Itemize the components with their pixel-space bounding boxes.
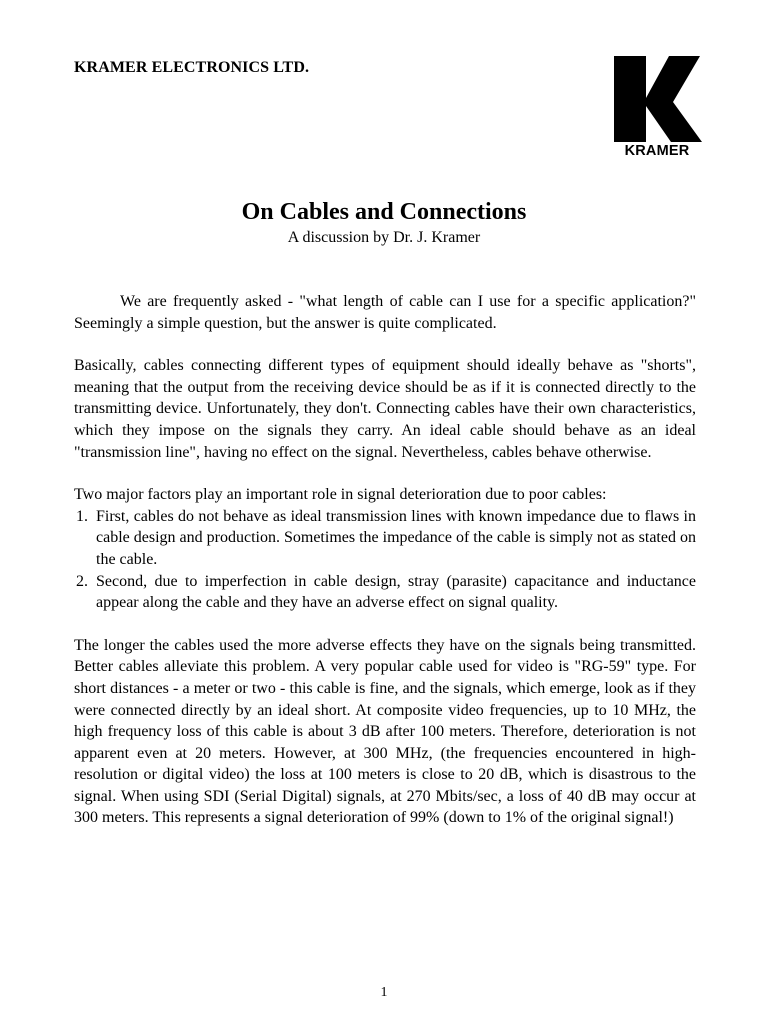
- list-item: [74, 571, 696, 614]
- company-name: KRAMER ELECTRONICS LTD.: [74, 59, 310, 76]
- factors-list: [74, 506, 696, 614]
- document-title: On Cables and Connections: [241, 199, 527, 225]
- list-item-text: First, cables do not behave as ideal transmission lines with known impedance due to flaws in cable design and production. Sometimes the impedance of the cable is simply not as stated on the cable.: [96, 507, 696, 568]
- logo-wordmark: KRAMER: [624, 143, 690, 159]
- page-number: 1: [380, 985, 388, 1000]
- list-item-text: Second, due to imperfection in cable design, stray (parasite) capacitance and inductance appear along the cable and they have an adverse effect on signal quality.: [96, 572, 696, 612]
- paragraph-factors: Two major factors play an important role in signal deterioration due to poor cables:: [74, 486, 607, 504]
- list-item-number: 1.: [76, 507, 88, 525]
- document-subtitle: A discussion by Dr. J. Kramer: [287, 229, 481, 246]
- paragraph-shorts: Basically, cables connecting different types of equipment should ideally behave as "shorts", meaning that the output from the receiving device should be as if it is connected directly to the transmitting device. Unfortunately, they don't. Connecting cables have their own characteristics, which they impose on the signals they carry. An ideal cable should behave as an ideal "transmission line", having no effect on the signal. Nevertheless, cables behave otherwise.: [74, 357, 696, 461]
- document-body: [74, 291, 696, 829]
- paragraph-cable-length: The longer the cables used the more adverse effects they have on the signals being transmitted. Better cables alleviate this problem. A very popular cable used for video is "RG-59" type. For short distances - a meter or two - this cable is fine, and the signals, which emerge, look as if they were connected directly by an ideal short. At composite video frequencies, up to 10 MHz, the high frequency loss of this cable is about 3 dB after 100 meters. Therefore, deterioration is not apparent even at 20 meters. However, at 300 MHz, (the frequencies encountered in high-resolution or digital video) the loss at 100 meters is close to 20 dB, which is disastrous to the signal. When using SDI (Serial Digital) signals, at 270 Mbits/sec, a loss of 40 dB may occur at 300 meters. This represents a signal deterioration of 99% (down to 1% of the original signal!): [74, 636, 696, 827]
- kramer-k-logo-icon: [611, 56, 703, 142]
- list-item-number: 2.: [76, 572, 88, 590]
- kramer-logo: [611, 56, 703, 158]
- list-item: [74, 506, 696, 571]
- paragraph-intro: We are frequently asked - "what length of cable can I use for a specific application?" Seemingly a simple question, but the answer is quite complicated.: [74, 293, 696, 332]
